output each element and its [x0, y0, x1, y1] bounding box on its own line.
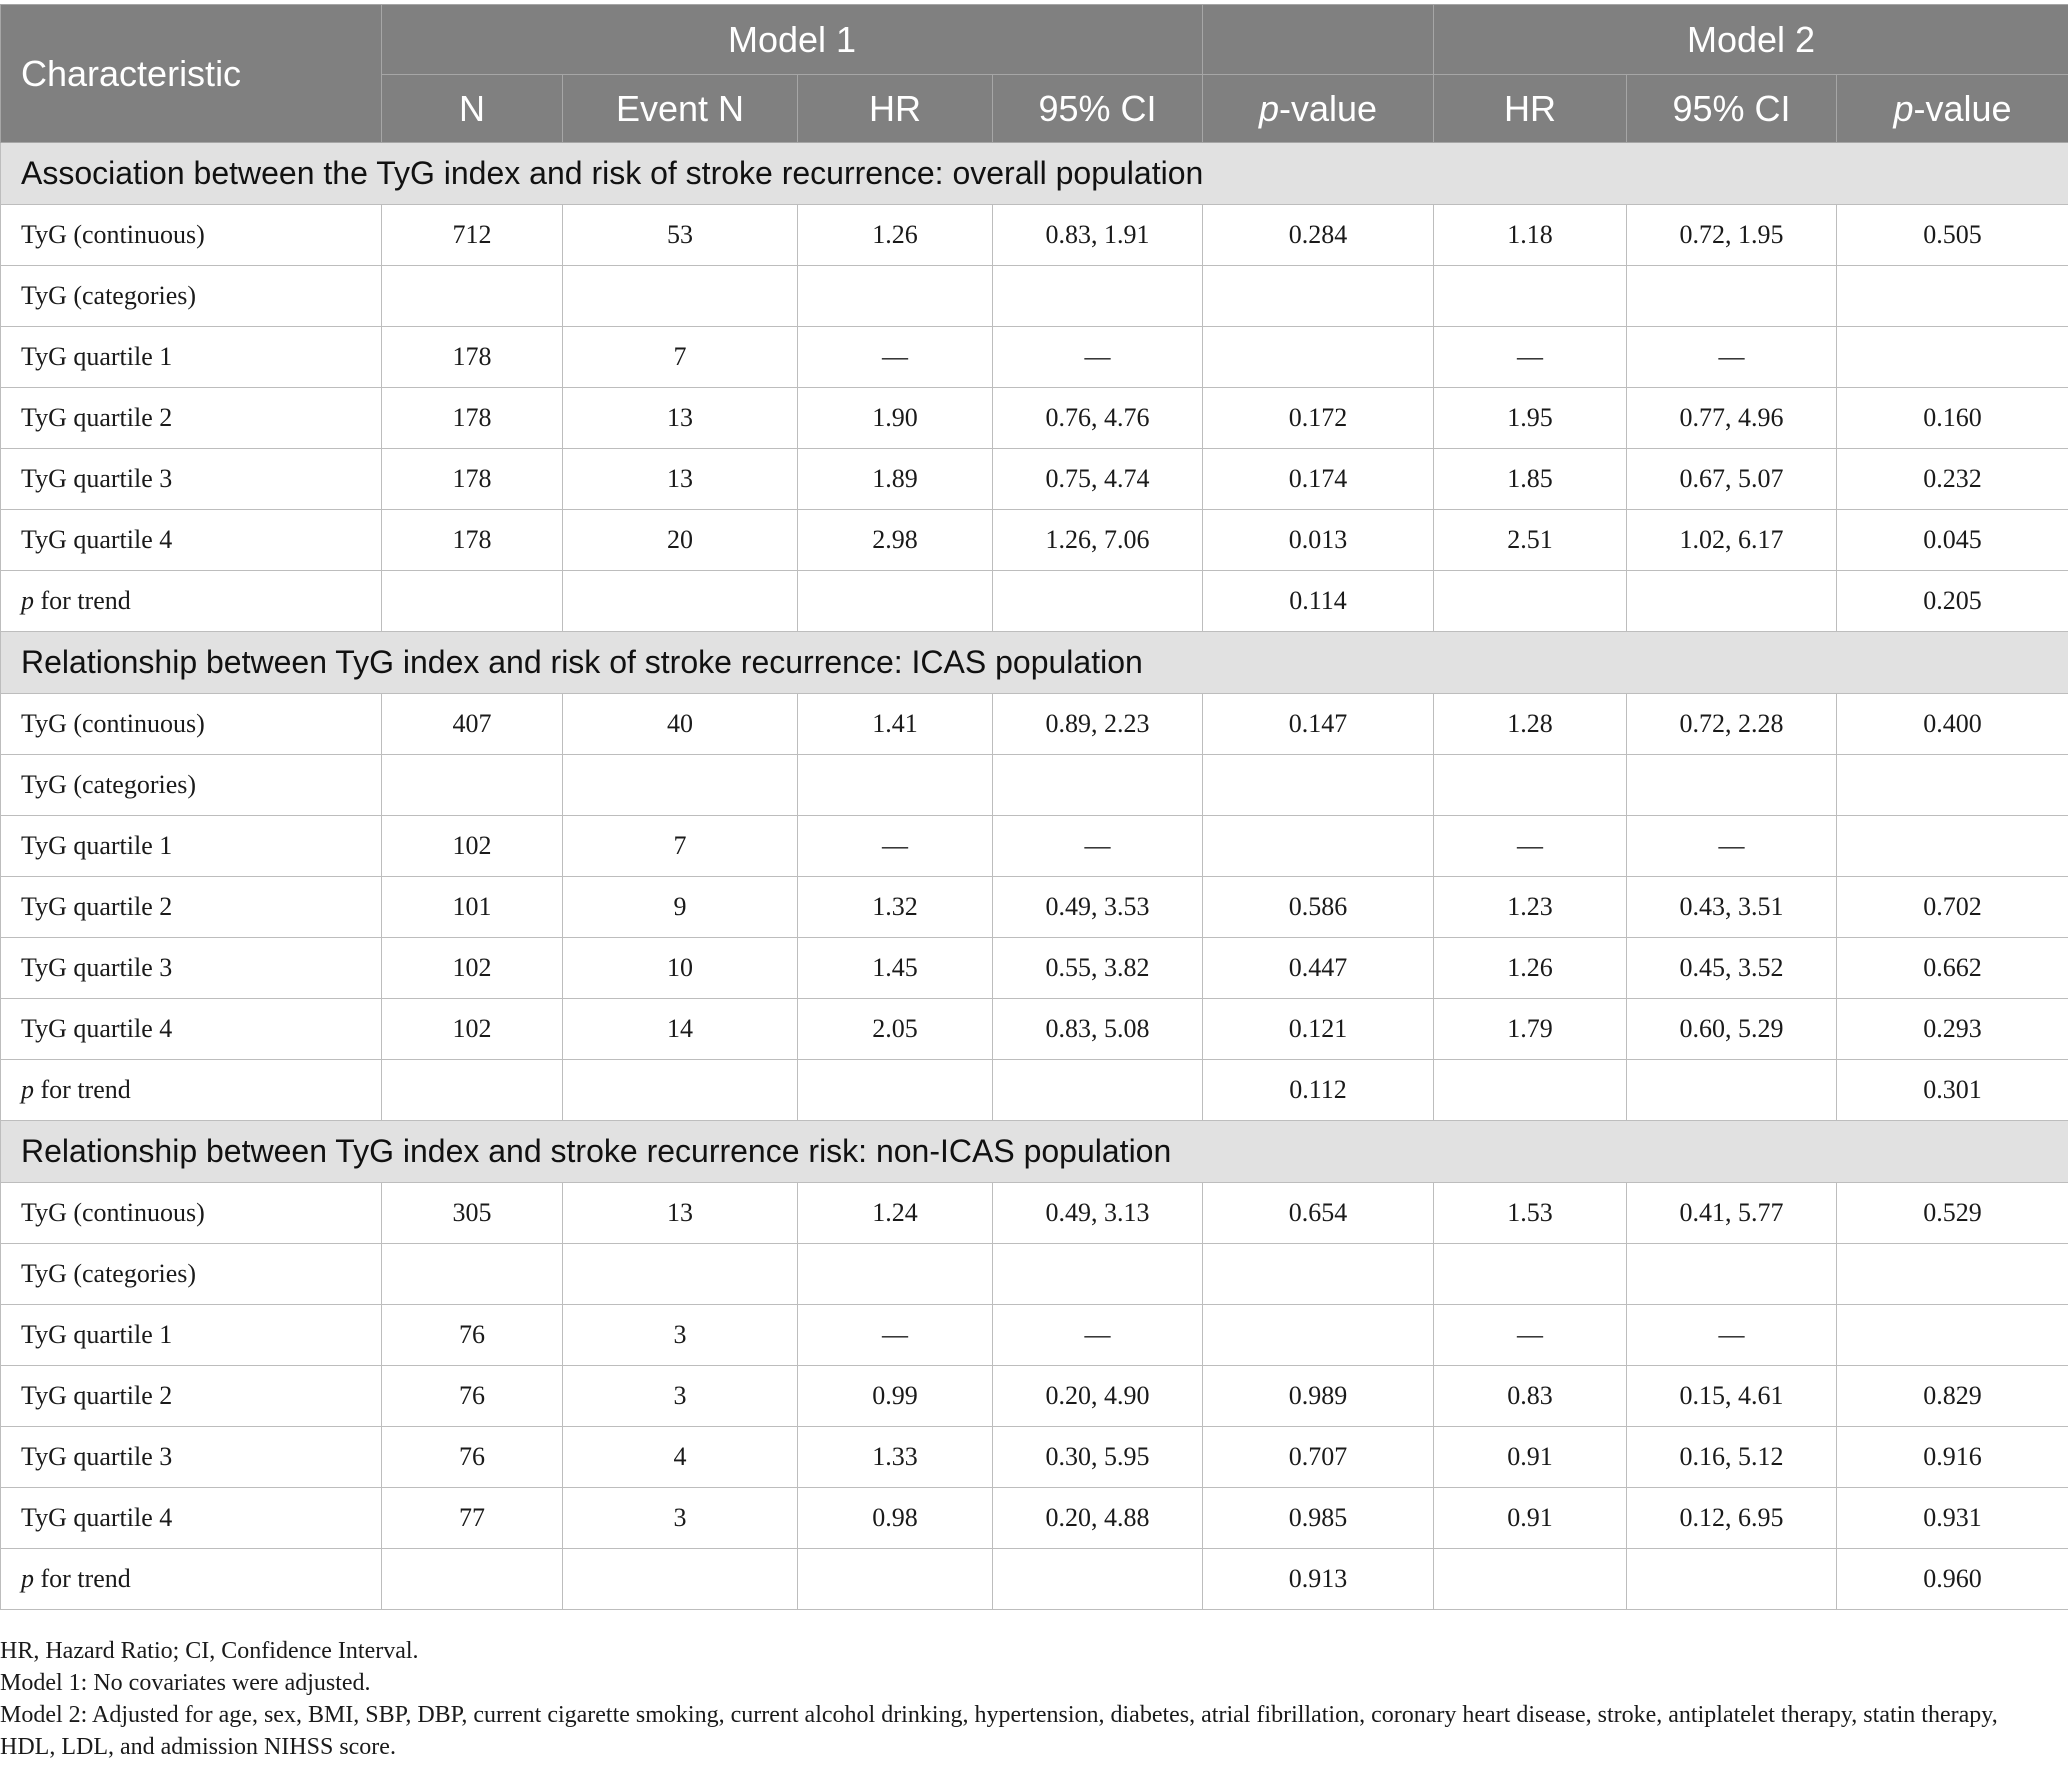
- table-row: [1, 266, 2068, 327]
- cell-hr1: 1.33: [798, 1427, 993, 1488]
- row-label: TyG quartile 1: [1, 1305, 382, 1366]
- cell-hr1: 2.98: [798, 510, 993, 571]
- cell-p2: 0.160: [1837, 388, 2068, 449]
- cell-p2: 0.916: [1837, 1427, 2068, 1488]
- cell-n: 178: [382, 510, 563, 571]
- header-hr-model1: HR: [798, 75, 993, 143]
- header-pvalue-model1: [1203, 75, 1434, 143]
- cell-hr1: [798, 1244, 993, 1305]
- cell-hr2: 1.79: [1434, 999, 1627, 1060]
- row-label-italic: p: [21, 586, 34, 615]
- table-row: [1, 755, 2068, 816]
- cell-n: 178: [382, 449, 563, 510]
- section-row: [1, 632, 2068, 694]
- header-characteristic: Characteristic: [1, 5, 382, 143]
- table-row: [1, 877, 2068, 938]
- cell-p2: 0.301: [1837, 1060, 2068, 1121]
- cell-ci1: 0.20, 4.90: [993, 1366, 1203, 1427]
- row-label: TyG quartile 4: [1, 1488, 382, 1549]
- cell-hr1: [798, 571, 993, 632]
- section-title: Association between the TyG index and risk of stroke recurrence: overall population: [1, 143, 2068, 205]
- cell-hr2: 1.18: [1434, 205, 1627, 266]
- cell-ci1: 0.89, 2.23: [993, 694, 1203, 755]
- cell-n: 102: [382, 999, 563, 1060]
- table-row: [1, 694, 2068, 755]
- row-label: [1, 1549, 382, 1610]
- table-header: [1, 5, 2068, 143]
- cell-ci2: —: [1627, 816, 1837, 877]
- header-model1: Model 1: [382, 5, 1203, 75]
- cell-p2: 0.205: [1837, 571, 2068, 632]
- table-body: [1, 143, 2068, 1610]
- cell-p1: 0.174: [1203, 449, 1434, 510]
- cell-ci2: [1627, 1244, 1837, 1305]
- header-hr-model2: HR: [1434, 75, 1627, 143]
- table-row: [1, 1060, 2068, 1121]
- results-table-container: [0, 4, 2068, 1610]
- table-row: [1, 205, 2068, 266]
- row-label: TyG (continuous): [1, 1183, 382, 1244]
- row-label-italic: p: [21, 1075, 34, 1104]
- cell-hr1: 1.26: [798, 205, 993, 266]
- cell-n: 102: [382, 816, 563, 877]
- cell-p1: 0.172: [1203, 388, 1434, 449]
- cell-ci2: [1627, 1549, 1837, 1610]
- table-row: [1, 1549, 2068, 1610]
- cell-hr1: 2.05: [798, 999, 993, 1060]
- cell-p1: 0.112: [1203, 1060, 1434, 1121]
- cell-hr1: [798, 1060, 993, 1121]
- footnote-model2: Model 2: Adjusted for age, sex, BMI, SBP, DBP, current cigarette smoking, current alcohol drinking, hypertension, diabetes, atrial fibrillation, coronary heart disease, stroke, antiplatelet therapy, statin therapy, HDL, LDL, and admission NIHSS score.: [0, 1702, 1998, 1760]
- table-row: [1, 938, 2068, 999]
- cell-hr2: —: [1434, 327, 1627, 388]
- cell-n: 76: [382, 1366, 563, 1427]
- cell-ci1: [993, 1244, 1203, 1305]
- cell-n: 101: [382, 877, 563, 938]
- header-event-n: Event N: [563, 75, 798, 143]
- table-row: [1, 1183, 2068, 1244]
- cell-event-n: 3: [563, 1488, 798, 1549]
- cell-p2: 0.529: [1837, 1183, 2068, 1244]
- row-label: TyG quartile 4: [1, 999, 382, 1060]
- cell-hr1: 1.89: [798, 449, 993, 510]
- cell-p1: [1203, 1305, 1434, 1366]
- cell-ci2: 0.67, 5.07: [1627, 449, 1837, 510]
- cell-n: 407: [382, 694, 563, 755]
- cell-p2: [1837, 755, 2068, 816]
- cell-p1: [1203, 266, 1434, 327]
- cell-event-n: 10: [563, 938, 798, 999]
- footnote-abbreviations: HR, Hazard Ratio; CI, Confidence Interval.: [0, 1638, 419, 1664]
- row-label: TyG quartile 1: [1, 816, 382, 877]
- cell-ci1: [993, 571, 1203, 632]
- row-label-italic: p: [21, 1564, 34, 1593]
- cell-event-n: [563, 755, 798, 816]
- header-ci-model1: 95% CI: [993, 75, 1203, 143]
- cell-ci2: —: [1627, 327, 1837, 388]
- header-pvalue-model2: [1837, 75, 2068, 143]
- cell-ci1: 0.20, 4.88: [993, 1488, 1203, 1549]
- cell-p1: 0.114: [1203, 571, 1434, 632]
- row-label: TyG quartile 3: [1, 449, 382, 510]
- row-label-text: for trend: [34, 1564, 131, 1593]
- cell-ci1: [993, 755, 1203, 816]
- cell-hr2: 2.51: [1434, 510, 1627, 571]
- cell-p1: 0.013: [1203, 510, 1434, 571]
- cell-event-n: 13: [563, 449, 798, 510]
- section-row: [1, 1121, 2068, 1183]
- cell-p2: [1837, 1305, 2068, 1366]
- cell-event-n: [563, 266, 798, 327]
- cell-event-n: 14: [563, 999, 798, 1060]
- cell-p2: 0.702: [1837, 877, 2068, 938]
- cell-event-n: [563, 1060, 798, 1121]
- header-ci-model2: 95% CI: [1627, 75, 1837, 143]
- header-n: N: [382, 75, 563, 143]
- cell-p2: 0.829: [1837, 1366, 2068, 1427]
- cell-p1: 0.586: [1203, 877, 1434, 938]
- cell-event-n: [563, 1549, 798, 1610]
- cell-event-n: 3: [563, 1305, 798, 1366]
- footnote-model1: Model 1: No covariates were adjusted.: [0, 1670, 371, 1696]
- cell-hr1: [798, 266, 993, 327]
- section-title: Relationship between TyG index and risk of stroke recurrence: ICAS population: [1, 632, 2068, 694]
- cell-ci1: —: [993, 1305, 1203, 1366]
- cell-hr1: [798, 1549, 993, 1610]
- cell-event-n: 4: [563, 1427, 798, 1488]
- cell-ci2: [1627, 571, 1837, 632]
- row-label: TyG quartile 4: [1, 510, 382, 571]
- cell-hr1: 1.41: [798, 694, 993, 755]
- cell-p2: 0.045: [1837, 510, 2068, 571]
- cell-p1: 0.913: [1203, 1549, 1434, 1610]
- table-row: [1, 1488, 2068, 1549]
- header-p-italic: p: [1893, 87, 1914, 129]
- cell-ci2: 0.12, 6.95: [1627, 1488, 1837, 1549]
- cell-event-n: 53: [563, 205, 798, 266]
- cell-hr1: 1.90: [798, 388, 993, 449]
- cell-p1: 0.121: [1203, 999, 1434, 1060]
- cell-event-n: [563, 1244, 798, 1305]
- cell-p1: 0.284: [1203, 205, 1434, 266]
- cell-hr2: [1434, 571, 1627, 632]
- cell-hr1: [798, 755, 993, 816]
- cell-hr2: —: [1434, 1305, 1627, 1366]
- cell-n: [382, 755, 563, 816]
- row-label: TyG quartile 1: [1, 327, 382, 388]
- cell-p2: [1837, 816, 2068, 877]
- cell-ci2: [1627, 266, 1837, 327]
- cell-hr1: 1.45: [798, 938, 993, 999]
- cell-ci1: —: [993, 327, 1203, 388]
- cell-n: 178: [382, 327, 563, 388]
- row-label: TyG quartile 2: [1, 1366, 382, 1427]
- cell-ci1: 0.83, 1.91: [993, 205, 1203, 266]
- cell-ci2: [1627, 1060, 1837, 1121]
- cell-n: 77: [382, 1488, 563, 1549]
- cell-ci2: 0.77, 4.96: [1627, 388, 1837, 449]
- cell-event-n: 3: [563, 1366, 798, 1427]
- cell-event-n: 13: [563, 388, 798, 449]
- cell-hr1: 0.98: [798, 1488, 993, 1549]
- cell-hr2: 0.91: [1434, 1488, 1627, 1549]
- cell-ci2: 0.43, 3.51: [1627, 877, 1837, 938]
- cell-ci1: [993, 1060, 1203, 1121]
- cell-hr2: 1.85: [1434, 449, 1627, 510]
- table-row: [1, 816, 2068, 877]
- cell-hr2: [1434, 1060, 1627, 1121]
- cell-ci1: 0.76, 4.76: [993, 388, 1203, 449]
- cell-n: 102: [382, 938, 563, 999]
- cell-p1: 0.707: [1203, 1427, 1434, 1488]
- cell-p1: 0.147: [1203, 694, 1434, 755]
- cell-n: 76: [382, 1427, 563, 1488]
- cell-p1: 0.654: [1203, 1183, 1434, 1244]
- row-label: TyG (categories): [1, 1244, 382, 1305]
- results-table: [0, 4, 2068, 1610]
- cell-n: [382, 1244, 563, 1305]
- table-row: [1, 571, 2068, 632]
- cell-hr2: [1434, 755, 1627, 816]
- cell-hr1: —: [798, 816, 993, 877]
- cell-n: 76: [382, 1305, 563, 1366]
- cell-hr2: [1434, 1549, 1627, 1610]
- cell-p2: 0.400: [1837, 694, 2068, 755]
- cell-hr2: [1434, 1244, 1627, 1305]
- cell-ci2: 0.60, 5.29: [1627, 999, 1837, 1060]
- cell-p1: 0.989: [1203, 1366, 1434, 1427]
- cell-n: [382, 266, 563, 327]
- cell-event-n: [563, 571, 798, 632]
- cell-hr1: 1.24: [798, 1183, 993, 1244]
- table-row: [1, 1244, 2068, 1305]
- cell-ci1: 0.30, 5.95: [993, 1427, 1203, 1488]
- table-row: [1, 1366, 2068, 1427]
- cell-event-n: 9: [563, 877, 798, 938]
- row-label: TyG (continuous): [1, 205, 382, 266]
- header-model2: Model 2: [1434, 5, 2068, 75]
- cell-hr1: —: [798, 1305, 993, 1366]
- header-p-rest: -value: [1913, 87, 2012, 129]
- cell-ci1: 0.49, 3.53: [993, 877, 1203, 938]
- cell-ci1: [993, 1549, 1203, 1610]
- row-label: [1, 1060, 382, 1121]
- cell-n: [382, 1549, 563, 1610]
- section-row: [1, 143, 2068, 205]
- cell-ci1: 0.75, 4.74: [993, 449, 1203, 510]
- cell-ci1: 0.55, 3.82: [993, 938, 1203, 999]
- cell-p2: 0.232: [1837, 449, 2068, 510]
- row-label: TyG quartile 2: [1, 388, 382, 449]
- section-title: Relationship between TyG index and stroke recurrence risk: non-ICAS population: [1, 1121, 2068, 1183]
- cell-p1: [1203, 327, 1434, 388]
- cell-ci1: —: [993, 816, 1203, 877]
- cell-p1: 0.985: [1203, 1488, 1434, 1549]
- table-footnotes: [0, 1635, 2020, 1763]
- row-label-text: for trend: [34, 586, 131, 615]
- cell-ci1: 0.83, 5.08: [993, 999, 1203, 1060]
- header-p-rest: -value: [1279, 87, 1378, 129]
- cell-hr2: [1434, 266, 1627, 327]
- table-row: [1, 1427, 2068, 1488]
- row-label: TyG quartile 3: [1, 938, 382, 999]
- table-row: [1, 999, 2068, 1060]
- cell-p2: 0.662: [1837, 938, 2068, 999]
- cell-n: 178: [382, 388, 563, 449]
- table-row: [1, 388, 2068, 449]
- header-model1-blank: [1203, 5, 1434, 75]
- header-p-italic: p: [1258, 87, 1279, 129]
- cell-p2: 0.931: [1837, 1488, 2068, 1549]
- cell-event-n: 7: [563, 816, 798, 877]
- cell-event-n: 7: [563, 327, 798, 388]
- cell-n: 305: [382, 1183, 563, 1244]
- cell-hr2: —: [1434, 816, 1627, 877]
- cell-ci2: 0.16, 5.12: [1627, 1427, 1837, 1488]
- cell-ci1: [993, 266, 1203, 327]
- table-row: [1, 449, 2068, 510]
- row-label: TyG quartile 2: [1, 877, 382, 938]
- row-label: TyG (categories): [1, 266, 382, 327]
- cell-n: [382, 1060, 563, 1121]
- cell-p2: [1837, 1244, 2068, 1305]
- cell-ci2: 1.02, 6.17: [1627, 510, 1837, 571]
- cell-ci2: 0.15, 4.61: [1627, 1366, 1837, 1427]
- row-label: TyG (categories): [1, 755, 382, 816]
- cell-p2: [1837, 327, 2068, 388]
- cell-ci2: [1627, 755, 1837, 816]
- cell-hr2: 1.26: [1434, 938, 1627, 999]
- cell-event-n: 20: [563, 510, 798, 571]
- cell-ci2: 0.72, 2.28: [1627, 694, 1837, 755]
- row-label-text: for trend: [34, 1075, 131, 1104]
- table-row: [1, 1305, 2068, 1366]
- cell-n: 712: [382, 205, 563, 266]
- cell-ci2: 0.45, 3.52: [1627, 938, 1837, 999]
- cell-ci2: 0.72, 1.95: [1627, 205, 1837, 266]
- cell-hr2: 1.95: [1434, 388, 1627, 449]
- cell-hr1: —: [798, 327, 993, 388]
- header-row-models: [1, 5, 2068, 75]
- row-label: TyG (continuous): [1, 694, 382, 755]
- cell-ci1: 1.26, 7.06: [993, 510, 1203, 571]
- cell-hr2: 1.23: [1434, 877, 1627, 938]
- cell-p1: [1203, 816, 1434, 877]
- cell-event-n: 40: [563, 694, 798, 755]
- cell-ci2: —: [1627, 1305, 1837, 1366]
- cell-hr2: 1.28: [1434, 694, 1627, 755]
- cell-hr1: 0.99: [798, 1366, 993, 1427]
- table-row: [1, 327, 2068, 388]
- cell-event-n: 13: [563, 1183, 798, 1244]
- cell-hr2: 1.53: [1434, 1183, 1627, 1244]
- cell-p1: 0.447: [1203, 938, 1434, 999]
- cell-p2: 0.505: [1837, 205, 2068, 266]
- row-label: [1, 571, 382, 632]
- cell-hr2: 0.83: [1434, 1366, 1627, 1427]
- cell-ci2: 0.41, 5.77: [1627, 1183, 1837, 1244]
- cell-hr2: 0.91: [1434, 1427, 1627, 1488]
- cell-p2: 0.293: [1837, 999, 2068, 1060]
- cell-p2: [1837, 266, 2068, 327]
- cell-n: [382, 571, 563, 632]
- row-label: TyG quartile 3: [1, 1427, 382, 1488]
- cell-p1: [1203, 755, 1434, 816]
- table-row: [1, 510, 2068, 571]
- cell-hr1: 1.32: [798, 877, 993, 938]
- cell-ci1: 0.49, 3.13: [993, 1183, 1203, 1244]
- cell-p1: [1203, 1244, 1434, 1305]
- cell-p2: 0.960: [1837, 1549, 2068, 1610]
